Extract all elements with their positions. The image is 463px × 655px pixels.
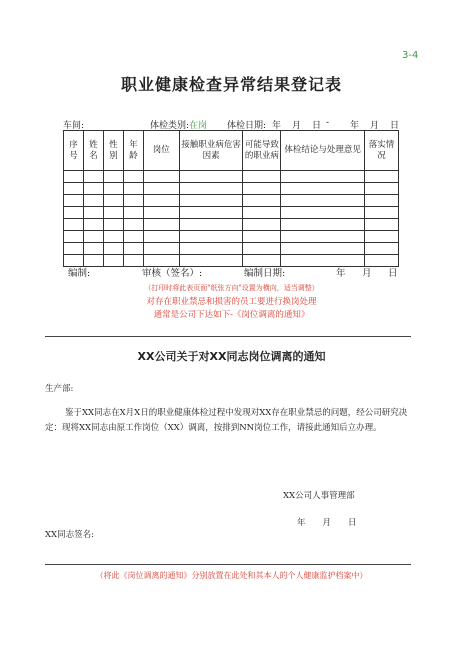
table-cell (143, 183, 179, 195)
exam-date-month: 月 (292, 121, 302, 131)
table-cell (143, 207, 179, 219)
table-cell (64, 183, 84, 195)
register-table-body (64, 171, 399, 267)
notice-signer: XX公司人事管理部 (283, 491, 355, 501)
footer-day: 日 (388, 268, 398, 279)
table-cell (281, 171, 365, 183)
form-code: 3-4 (402, 50, 419, 61)
table-cell (243, 207, 281, 219)
col-header-conclusion: 体检结论与处理意见 (281, 131, 365, 171)
table-cell (179, 243, 243, 255)
footer-month: 月 (362, 268, 372, 279)
table-cell (83, 171, 103, 183)
col-header-age: 年龄 (123, 131, 143, 171)
table-cell (123, 195, 143, 207)
table-cell (64, 207, 84, 219)
table-cell (143, 231, 179, 243)
register-table (63, 130, 399, 267)
table-cell (365, 207, 399, 219)
table-cell (365, 195, 399, 207)
table-row (64, 195, 399, 207)
table-cell (64, 243, 84, 255)
table-cell (281, 243, 365, 255)
table-cell (281, 207, 365, 219)
table-cell (143, 171, 179, 183)
divider-bottom (45, 564, 411, 565)
col-header-status: 落实情况 (365, 131, 399, 171)
table-cell (123, 171, 143, 183)
table-cell (179, 231, 243, 243)
table-cell (281, 219, 365, 231)
divider-top (45, 336, 411, 337)
table-row (64, 183, 399, 195)
table-cell (143, 195, 179, 207)
footer-year: 年 (336, 268, 346, 279)
table-cell (83, 195, 103, 207)
table-cell (281, 255, 365, 267)
table-cell (281, 195, 365, 207)
table-cell (83, 231, 103, 243)
notice-recipient: 生产部: (45, 384, 74, 394)
exam-type-label: 体检类别: (150, 121, 190, 131)
table-cell (123, 207, 143, 219)
exam-date-label: 体检日期: (227, 121, 267, 131)
table-cell (365, 243, 399, 255)
table-row (64, 243, 399, 255)
table-row (64, 255, 399, 267)
exam-date-day-end: 日 (390, 121, 400, 131)
table-cell (243, 183, 281, 195)
table-row (64, 231, 399, 243)
table-cell (123, 231, 143, 243)
table-cell (83, 243, 103, 255)
table-cell (83, 183, 103, 195)
review-label: 审核（签名）: (142, 268, 203, 279)
note-line-3: 通常是公司下达如下-《岗位调离的通知》 (153, 310, 310, 320)
notice-body: 鉴于XX同志在X月X日的职业健康体检过程中发现对XX存在职业禁忌的问题，经公司研究决定：现将XX同志由原工作岗位（XX）调离，按排到NN岗位工作，请接此通知后立办理。 (45, 408, 408, 433)
table-cell (143, 219, 179, 231)
page-title: 职业健康检查异常结果登记表 (120, 75, 342, 94)
notice-title: XX公司关于对XX同志岗位调离的通知 (137, 350, 326, 363)
workshop-label: 车间: (63, 121, 85, 131)
table-cell (83, 207, 103, 219)
table-cell (365, 183, 399, 195)
table-cell (243, 243, 281, 255)
table-cell (179, 219, 243, 231)
archive-note: （将此《岗位调离的通知》分别放置在此处和其本人的个人健康监护档案中） (95, 571, 368, 580)
table-row (64, 207, 399, 219)
note-line-2: 对存在职业禁忌和损害的员工要进行换岗处理 (146, 297, 317, 307)
table-cell (103, 207, 123, 219)
exam-type-value: 在岗 (189, 121, 208, 131)
table-cell (103, 231, 123, 243)
table-cell (83, 219, 103, 231)
table-cell (123, 255, 143, 267)
table-cell (64, 219, 84, 231)
col-header-hazard: 接触职业病危害因素 (179, 131, 243, 171)
table-cell (243, 231, 281, 243)
exam-date-year: 年 (272, 121, 282, 131)
table-cell (143, 243, 179, 255)
prepared-label: 编制: (68, 268, 91, 279)
exam-date-year-end: 年 (350, 121, 360, 131)
col-header-gender: 性别 (103, 131, 123, 171)
print-tip: （打印时将此表页面"纸张方向"设置为横向，适当调整） (144, 284, 319, 292)
table-cell (281, 231, 365, 243)
table-cell (103, 243, 123, 255)
table-cell (281, 183, 365, 195)
table-cell (103, 195, 123, 207)
table-cell (243, 171, 281, 183)
table-cell (64, 195, 84, 207)
table-cell (365, 171, 399, 183)
notice-date: 年 月 日 (297, 518, 357, 528)
table-cell (179, 171, 243, 183)
table-row (64, 219, 399, 231)
table-cell (103, 183, 123, 195)
exam-date-dash: - (326, 118, 330, 128)
col-header-name: 姓名 (83, 131, 103, 171)
sign-label: XX同志签名: (45, 530, 94, 540)
exam-date-month-end: 月 (370, 121, 380, 131)
table-cell (123, 243, 143, 255)
table-cell (243, 195, 281, 207)
exam-date-day: 日 (312, 121, 322, 131)
table-cell (243, 219, 281, 231)
table-cell (64, 231, 84, 243)
table-header-row (64, 131, 399, 171)
table-cell (123, 183, 143, 195)
table-cell (179, 183, 243, 195)
table-cell (103, 219, 123, 231)
table-cell (103, 171, 123, 183)
col-header-disease: 可能导致的职业病 (243, 131, 281, 171)
table-row (64, 171, 399, 183)
col-header-post: 岗位 (143, 131, 179, 171)
table-cell (103, 255, 123, 267)
prepared-date-label: 编制日期: (244, 268, 286, 279)
table-cell (365, 219, 399, 231)
table-cell (123, 219, 143, 231)
table-cell (64, 171, 84, 183)
table-cell (365, 231, 399, 243)
table-cell (179, 207, 243, 219)
col-header-seq: 序号 (64, 131, 84, 171)
table-cell (179, 195, 243, 207)
